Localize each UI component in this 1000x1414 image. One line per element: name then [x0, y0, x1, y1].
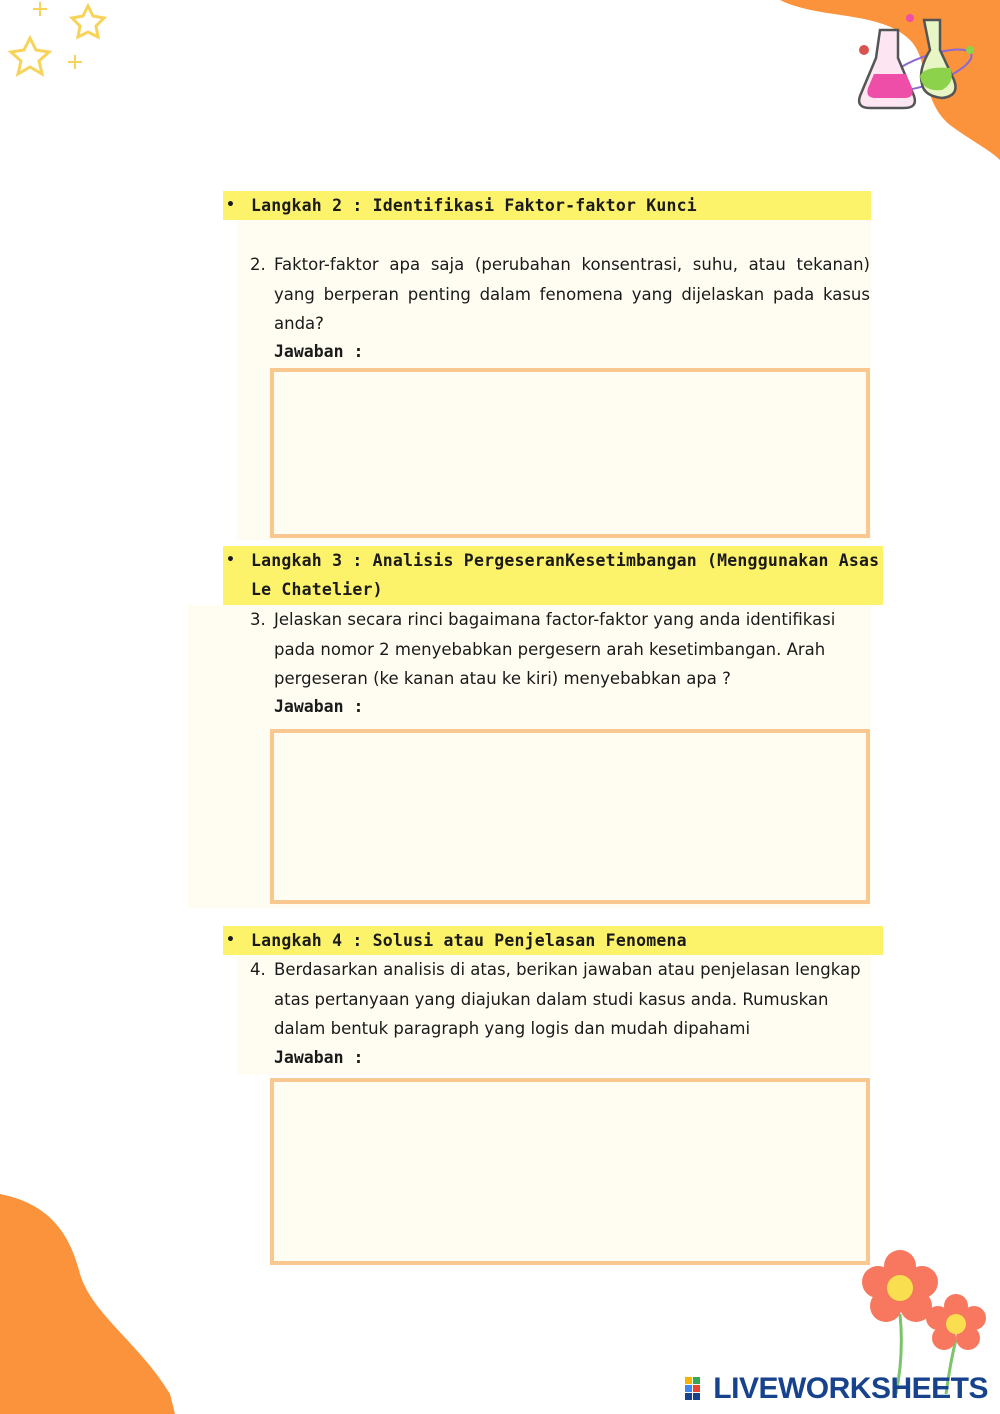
- answer-box-4[interactable]: [270, 1078, 870, 1265]
- question-2: [250, 250, 870, 340]
- step3-title: Langkah 3 : Analisis PergeseranKesetimbangan (Menggunakan Asas Le Chatelier): [251, 551, 880, 599]
- bullet-icon: •: [226, 552, 235, 568]
- bullet-icon: •: [226, 932, 235, 948]
- question-4: [250, 955, 870, 1045]
- answer-box-2[interactable]: [270, 368, 870, 538]
- answer-label: Jawaban :: [274, 342, 364, 361]
- question-number: 3.: [250, 610, 266, 629]
- logo-icon: [685, 1377, 709, 1401]
- question-3: [250, 605, 870, 695]
- chemistry-flask-icon: [850, 10, 990, 120]
- step4-heading: [223, 926, 883, 955]
- step2-title: Langkah 2 : Identifikasi Faktor-faktor Kunci: [251, 196, 697, 215]
- orange-blob-bottom-left: [0, 1194, 180, 1414]
- answer-box-3[interactable]: [270, 729, 870, 904]
- question-number: 4.: [250, 960, 266, 979]
- answer-label: Jawaban :: [274, 1048, 364, 1067]
- step2-heading: [223, 191, 871, 220]
- step4-title: Langkah 4 : Solusi atau Penjelasan Fenomena: [251, 931, 687, 950]
- bullet-icon: •: [226, 197, 235, 213]
- question-text: Berdasarkan analisis di atas, berikan jawaban atau penjelasan lengkap atas pertanyaan yang diajukan dalam studi kasus anda. Rumuskan dalam bentuk paragraph yang logis dan mudah dipahami: [274, 960, 861, 1038]
- answer-label: Jawaban :: [274, 697, 364, 716]
- question-text: Faktor-faktor apa saja (perubahan konsentrasi, suhu, atau tekanan) yang berperan penting dalam fenomena yang dijelaskan pada kasus anda?: [274, 255, 870, 333]
- question-number: 2.: [250, 255, 266, 274]
- question-text: Jelaskan secara rinci bagaimana factor-faktor yang anda identifikasi pada nomor 2 menyebabkan pergesern arah kesetimbangan. Arah pergeseran (ke kanan atau ke kiri) menyebabkan apa ?: [274, 610, 836, 688]
- liveworksheets-logo: [685, 1372, 988, 1406]
- step3-heading: [223, 546, 883, 605]
- stars-icon: [0, 0, 130, 90]
- logo-text: LIVEWORKSHEETS: [713, 1372, 988, 1405]
